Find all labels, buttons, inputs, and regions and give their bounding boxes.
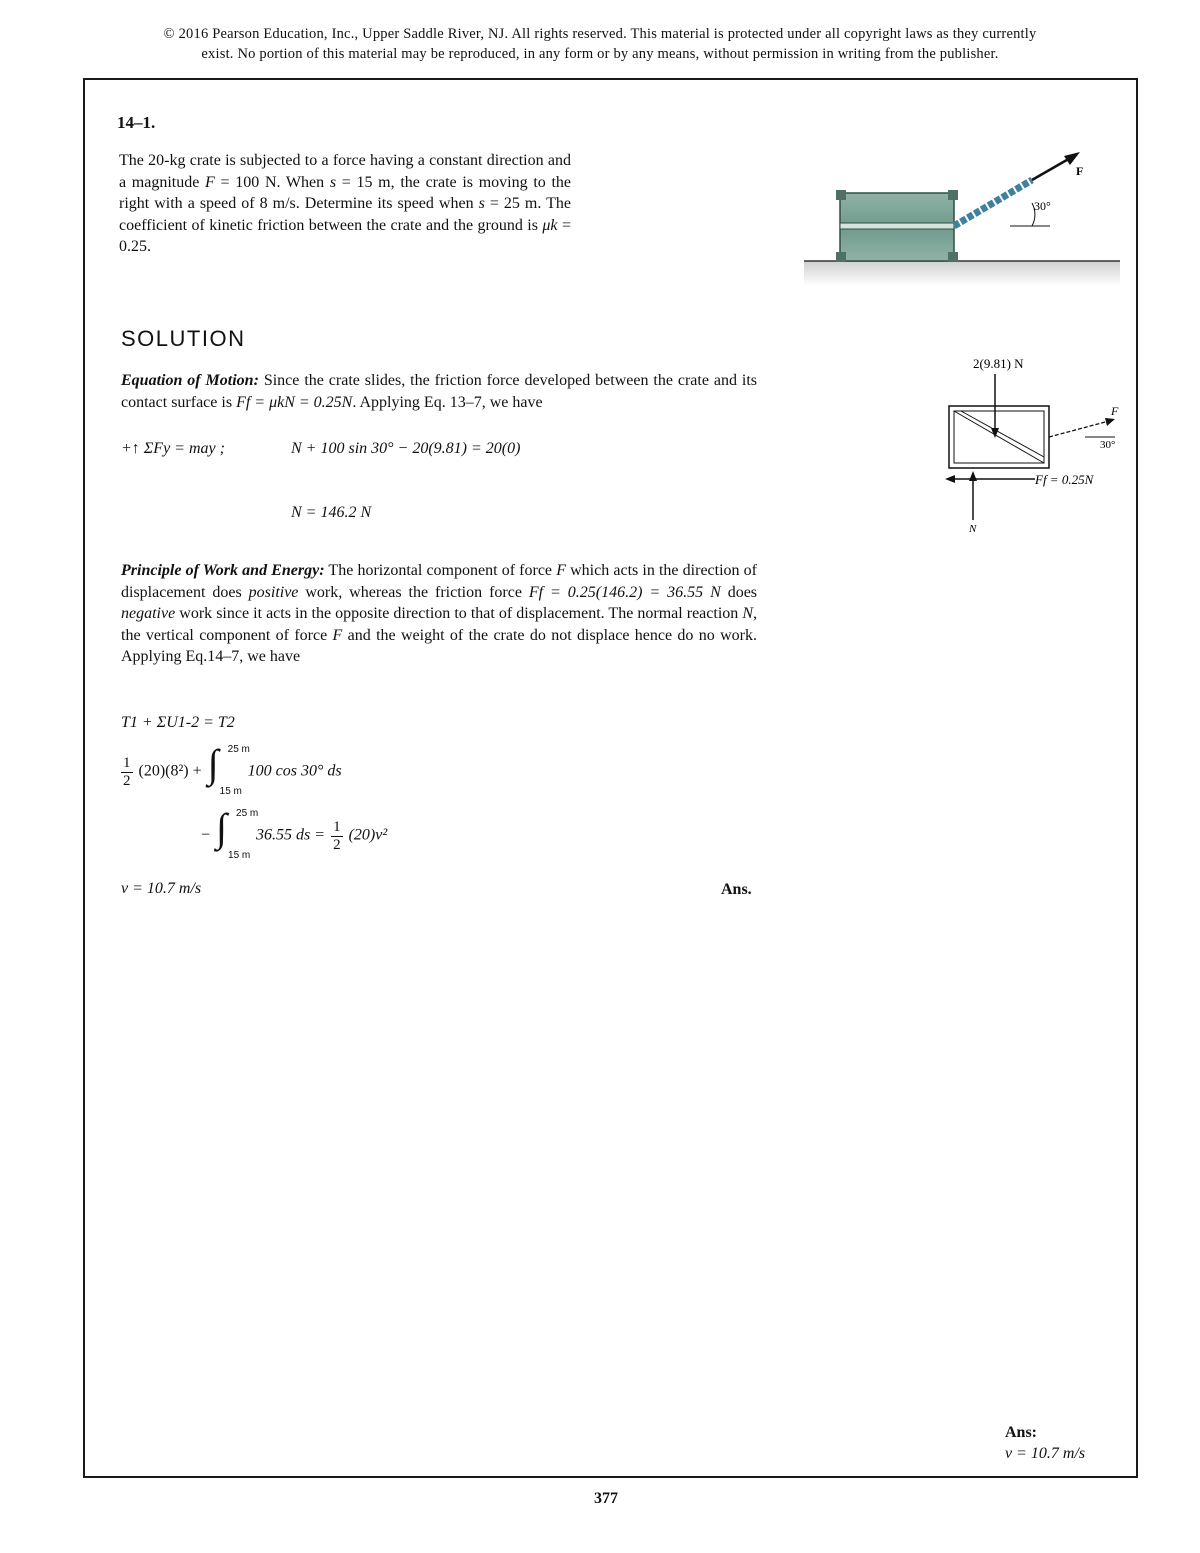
eom-formula: Ff = μkN = 0.25N (236, 393, 353, 411)
answer-value: v = 10.7 m/s (1005, 1445, 1086, 1462)
angle-label: 30° (1034, 199, 1051, 213)
solution-heading: SOLUTION (121, 326, 246, 351)
integral-sign: ∫ 25 m 15 m (216, 805, 259, 861)
page-number: 377 (594, 1490, 618, 1507)
eq-friction-integral: − ∫ 25 m 15 m 36.55 ds = $\frac{1}{2}$ (20)v² (201, 805, 388, 861)
answer-box (1005, 1422, 1085, 1464)
crate-corner (836, 190, 846, 200)
problem-number: 14–1. (117, 113, 156, 132)
fbd-force-arrowhead (1105, 418, 1115, 426)
answer-label: Ans: (1005, 1424, 1038, 1441)
work-energy-paragraph: Principle of Work and Energy: The horizontal component of force F which acts in the direction of displacement does positive work, whereas the friction force Ff = 0.25(146.2) = 36.55 N does negative work since it acts in the opposite direction to that of displacement. The normal reaction N, the vertical component of force F and the weight of the crate do not displace hence do no work. Applying Eq.14–7, we have (121, 562, 758, 665)
copyright-notice (0, 24, 1200, 64)
work-title: Principle of Work and Energy: (121, 562, 325, 579)
eq-normal-force: N = 146.2 N (291, 504, 372, 521)
crate-corner (948, 190, 958, 200)
friction-label: Ff = 0.25N (1035, 472, 1094, 487)
eq-work-energy: T1 + ΣU1-2 = T2 (121, 714, 235, 731)
final-result: v = 10.7 m/s (121, 880, 202, 897)
fbd-angle-label: 30° (1100, 439, 1116, 451)
fbd-crate-diagonal (961, 411, 1044, 457)
crate-corner (948, 252, 958, 262)
fbd-crate-diagonal (954, 411, 1044, 463)
copyright-line-2: exist. No portion of this material may be reproduced, in any form or by any means, without permission in writing from the publisher. (201, 46, 999, 62)
eom-title: Equation of Motion: (121, 372, 259, 389)
solution-frame (83, 78, 1138, 1478)
eq-kinetic-integral: $\frac{1}{2}$ (20)(8²) + ∫ 25 m 15 m 100 cos 30° ds (123, 741, 342, 797)
ans-label: Ans. (721, 881, 752, 898)
ground (804, 261, 1120, 286)
copyright-line-1: © 2016 Pearson Education, Inc., Upper Saddle River, NJ. All rights reserved. This material is protected under all copyright laws as they currently (163, 26, 1037, 42)
friction-arrowhead (945, 475, 955, 483)
problem-statement: The 20-kg crate is subjected to a force having a constant direction and a magnitude F = 100 N. When s = 15 m, the crate is moving to the right with a speed of 8 m/s. Determine its speed when s = 25 m. The coefficient of kinetic friction between the crate and the ground is μk = 0.25. (119, 152, 572, 255)
force-label: F (1076, 164, 1084, 178)
free-body-diagram (925, 350, 1130, 540)
fbd-force-arrow (1049, 421, 1109, 437)
crate-corner (836, 252, 846, 262)
crate-figure (800, 148, 1125, 293)
eq-sum-forces: +↑ ΣFy = may ; (121, 440, 225, 457)
eom-paragraph: Equation of Motion: Since the crate slides, the friction force developed between the crate and its contact surface is Ff = μkN = 0.25N. Applying Eq. 13–7, we have (121, 372, 758, 411)
force-arrow-line (1032, 157, 1072, 180)
eq-sum-forces-rhs: N + 100 sin 30° − 20(9.81) = 20(0) (291, 440, 521, 457)
crate-band (840, 223, 954, 229)
chain (954, 180, 1032, 226)
weight-label: 2(9.81) N (973, 356, 1024, 371)
integral-sign: ∫ 25 m 15 m (207, 741, 250, 797)
normal-arrowhead (969, 471, 977, 481)
fbd-force-label: F (1111, 404, 1119, 418)
normal-label: N (969, 523, 977, 535)
